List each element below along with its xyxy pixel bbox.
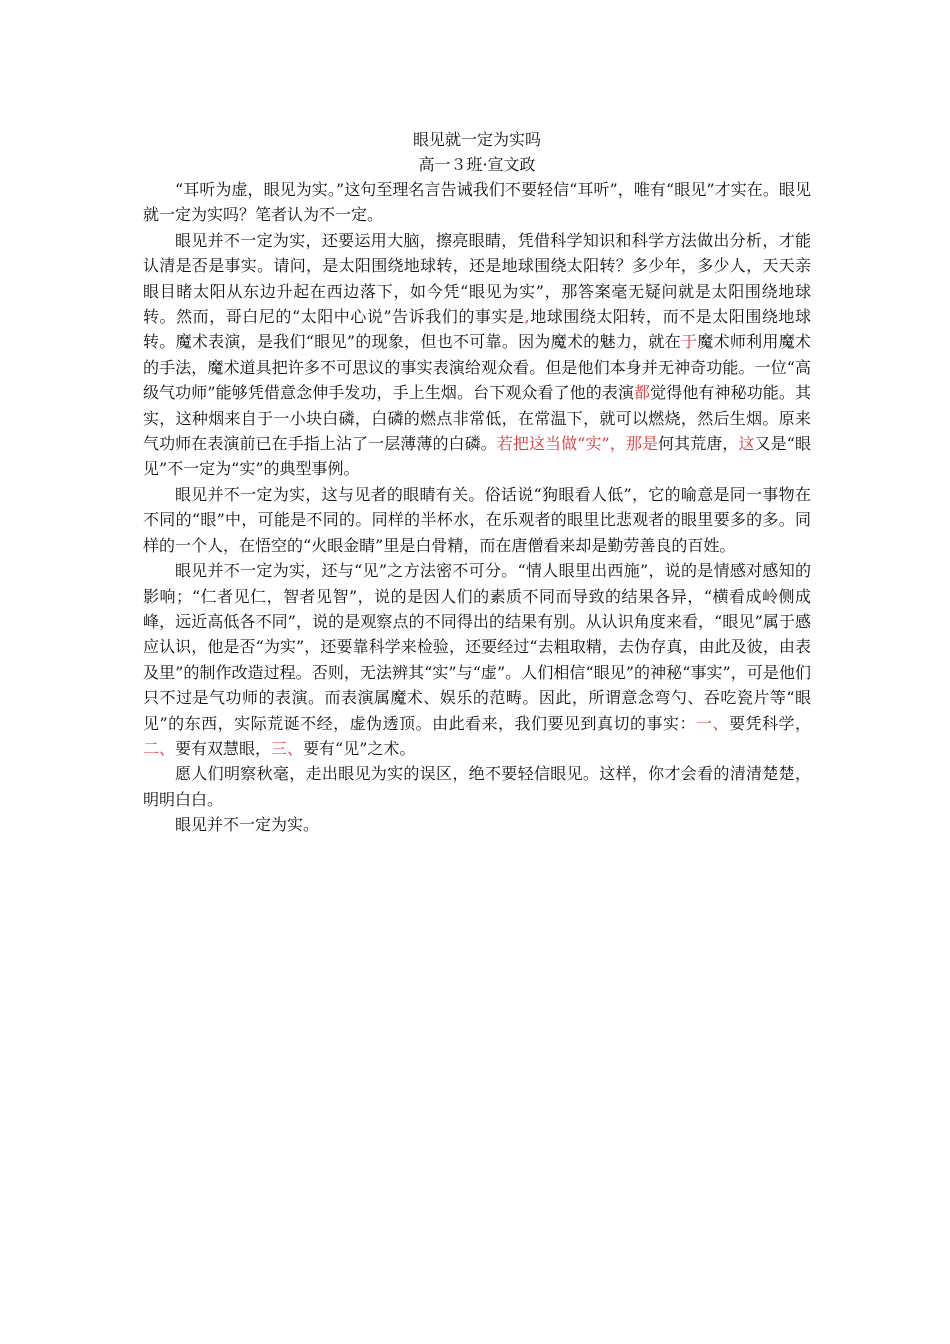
highlight-dou: 都 — [634, 383, 651, 403]
essay-author: 高一３班·宣文政 — [418, 155, 536, 174]
paragraph-2-text-c: 魔术师利用魔术的手法，魔术道具把许多不可思议的事实表演给观众看。但是他们本身并无神奇功能。一位“高级气功师”能够凭借意念伸手发功，手上生烟。台下观众看了他的表演 — [143, 332, 811, 403]
paragraph-6: 眼见并不一定为实。 — [175, 815, 320, 835]
paragraph-4 — [143, 558, 811, 761]
paragraph-2-text-d: 觉得他有神秘功能。其实，这种烟来自于一小块白磷，白磷的燃点非常低，在常温下，就可以燃烧，然后生烟。原来气功师在表演前已在手指上沾了一层薄薄的白磷。 — [143, 383, 811, 454]
paragraph-4-text-d: 要有“见”之术。 — [303, 738, 416, 758]
paragraph-2-text-a: 眼见并不一定为实，还要运用大脑，擦亮眼睛，凭借科学知识和科学方法做出分析，才能认清是否是事实。请问，是太阳围绕地球转，还是地球围绕太阳转？多少年，多少人，天天亲眼目睹太阳从东边升起在西边落下，如今凭“眼见为实”，那答案毫无疑问就是太阳围绕地球转。然而，哥白尼的“太阳中心说”告诉我们的事实是 — [143, 230, 811, 327]
highlight-zhe: 这 — [738, 434, 755, 454]
list-number-2: 二、 — [143, 738, 176, 758]
paragraph-2 — [143, 228, 811, 482]
paragraph-4-text-c: 要有双慧眼， — [175, 738, 272, 758]
document-page — [143, 124, 811, 838]
paragraph-4-text-a: 眼见并不一定为实，还与“见”之方法密不可分。“情人眼里出西施”，说的是情感对感知的影响；“仁者见仁，智者见智”，说的是因人们的素质不同而导致的结果各异，“横看成岭侧成峰，远近高低各不同”，说的是观察点的不同得出的结果有别。从认识角度来看，“眼见”属于感应认识，他是否“为实”，还要靠科学来检验，还要经过“去粗取精，去伪存真，由此及彼，由表及里”的制作改造过程。否则，无法辨其“实”与“虚”。人们相信“眼见”的神秘“事实”，可是他们只不过是气功师的表演。而表演属魔术、娱乐的范畴。因此，所谓意念弯勺、吞吃瓷片等“眼见”的东西，实际荒诞不经，虚伪透顶。由此看来，我们要见到真切的事实： — [143, 561, 811, 733]
paragraph-3: 眼见并不一定为实，这与见者的眼睛有关。俗话说“狗眼看人低”，它的喻意是同一事物在不同的“眼”中，可能是不同的。同样的半杯水，在乐观者的眼里比悲观者的眼里要多的多。同样的一个人，在悟空的“火眼金睛”里是白骨精，而在唐僧看来却是勤劳善良的百姓。 — [143, 484, 811, 555]
paragraph-2-text-e: 何其荒唐， — [658, 434, 739, 454]
list-number-1: 一、 — [696, 713, 729, 733]
paragraph-5: 愿人们明察秋毫，走出眼见为实的误区，绝不要轻信眼见。这样，你才会看的清清楚楚，明明白白。 — [143, 764, 811, 809]
essay-title: 眼见就一定为实吗 — [412, 130, 541, 149]
highlight-phrase: 若把这当做“实”，那是 — [496, 434, 659, 454]
paragraph-1: “耳听为虚，眼见为实。”这句至理名言告诫我们不要轻信“耳听”，唯有“眼见”才实在。眼见就一定为实吗？笔者认为不一定。 — [143, 180, 811, 225]
paragraph-2-text-f: 又是“眼见”不一定为“实”的典型事例。 — [143, 434, 811, 479]
highlight-comma: , — [524, 307, 530, 327]
paragraph-4-text-b: 要凭科学， — [729, 713, 811, 733]
highlight-yu: 于 — [680, 332, 698, 352]
paragraph-2-text-b: 地球围绕太阳转，而不是太阳围绕地球转。魔术表演，是我们“眼见”的现象，但也不可靠。因为魔术的魅力，就在 — [143, 307, 811, 352]
list-number-3: 三、 — [271, 738, 304, 758]
